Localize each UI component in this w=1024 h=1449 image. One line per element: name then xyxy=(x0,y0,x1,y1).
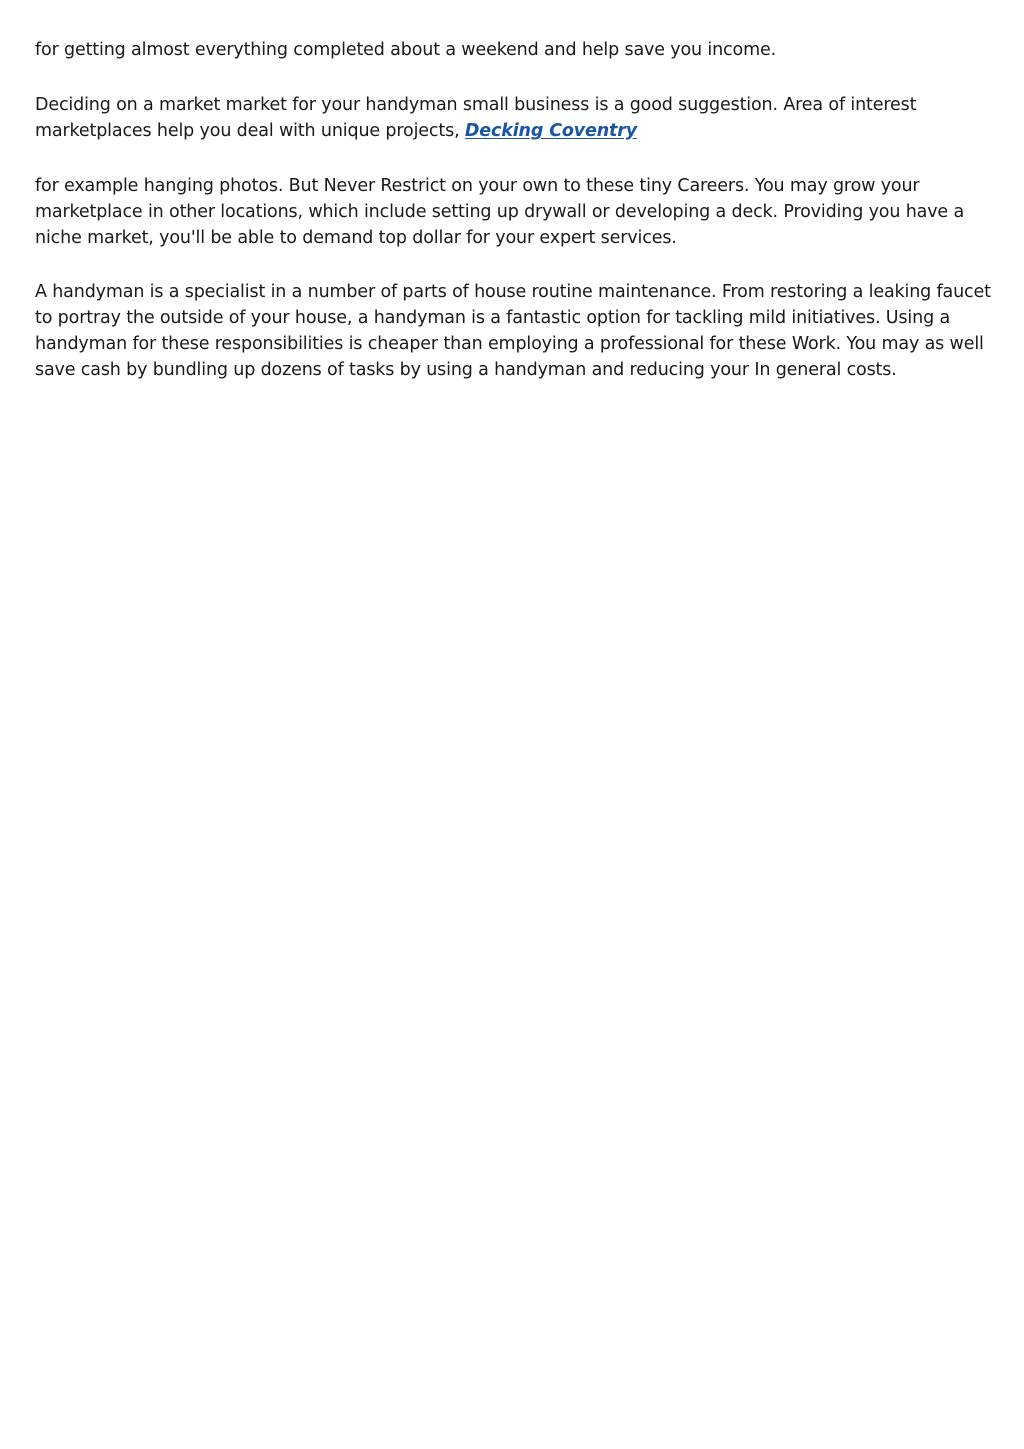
paragraph-3 xyxy=(35,173,995,251)
decking-coventry-link[interactable]: Decking Coventry xyxy=(464,121,637,141)
document-body xyxy=(35,37,995,411)
paragraph-2 xyxy=(35,92,995,144)
paragraph-1 xyxy=(35,37,995,63)
paragraph-4-text: A handyman is a specialist in a number of parts of house routine maintenance. From restoring a leaking faucet to portray the outside of your house, a handyman is a fantastic option for tackling mild initiatives. Using a handyman for these responsibilities is cheaper than employing a professional for these Work. You may as well save cash by bundling up dozens of tasks by using a handyman and reducing your In general costs. xyxy=(35,282,991,380)
paragraph-2-text: Deciding on a market market for your handyman small business is a good suggestion. Area of interest marketplaces help you deal with unique projects, xyxy=(35,95,917,141)
paragraph-3-text: for example hanging photos. But Never Restrict on your own to these tiny Careers. You may grow your marketplace in other locations, which include setting up drywall or developing a deck. Providing you have a niche market, you'll be able to demand top dollar for your expert services. xyxy=(35,176,965,248)
paragraph-1-text: for getting almost everything completed about a weekend and help save you income. xyxy=(35,40,777,60)
paragraph-4 xyxy=(35,279,995,383)
